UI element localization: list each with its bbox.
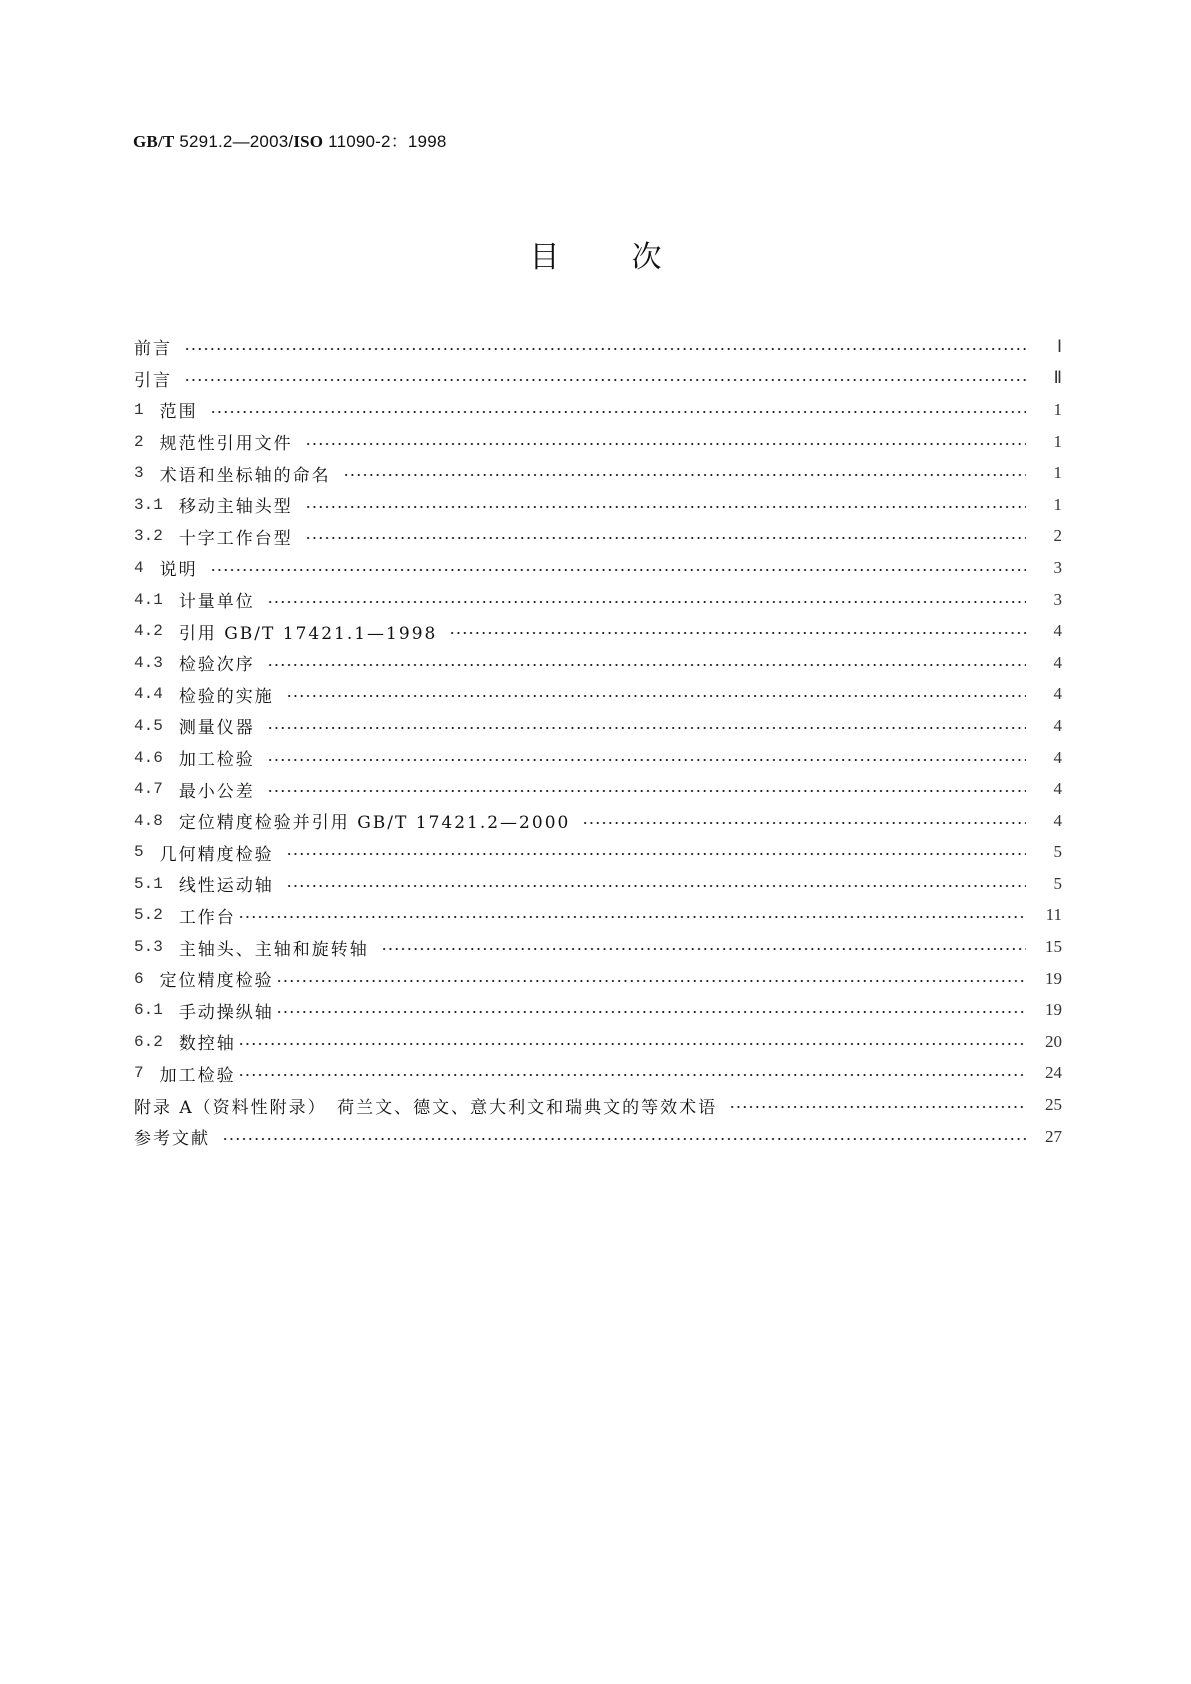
toc-entry-number: 4.5 bbox=[134, 716, 163, 735]
toc-entry[interactable] bbox=[134, 1121, 1062, 1153]
toc-entry-label: 几何精度检验 bbox=[159, 844, 274, 865]
dot-leader bbox=[267, 663, 1026, 667]
toc-entry-page: 4 bbox=[1053, 779, 1062, 799]
toc-entry-label: 数控轴 bbox=[178, 1034, 236, 1055]
title-char: 目 bbox=[529, 240, 560, 275]
toc-entry-page: 15 bbox=[1045, 937, 1062, 957]
toc-entry-label: 加工检验 bbox=[159, 1065, 236, 1086]
dot-leader bbox=[210, 410, 1026, 414]
toc-entry-number: 5.3 bbox=[134, 938, 163, 957]
dot-leader bbox=[276, 979, 1026, 983]
toc-entry-label: 最小公差 bbox=[178, 781, 255, 802]
standard-number: 5291.2—2003/ bbox=[179, 132, 294, 151]
dot-leader bbox=[286, 852, 1026, 856]
toc-entry-number: 3.2 bbox=[134, 527, 163, 546]
toc-entry[interactable] bbox=[134, 773, 1062, 805]
toc-entry-number: 6.2 bbox=[134, 1032, 163, 1051]
dot-leader bbox=[286, 884, 1026, 888]
dot-leader bbox=[449, 631, 1026, 635]
toc-entry-number: 4 bbox=[134, 558, 144, 577]
toc-entry-page: 24 bbox=[1045, 1063, 1062, 1083]
dot-leader bbox=[184, 378, 1026, 382]
dot-leader bbox=[238, 915, 1026, 919]
toc-entry[interactable] bbox=[134, 1026, 1062, 1058]
toc-entry[interactable] bbox=[134, 394, 1062, 426]
toc-entry-number: 2 bbox=[134, 432, 144, 451]
table-of-contents bbox=[134, 331, 1062, 1152]
toc-entry[interactable] bbox=[134, 1089, 1062, 1121]
toc-entry-label: 定位精度检验并引用 GB/T 17421.2—2000 bbox=[178, 813, 571, 834]
toc-entry-label: 检验次序 bbox=[178, 655, 255, 676]
toc-entry-page: 3 bbox=[1053, 589, 1062, 609]
toc-entry-page: 2 bbox=[1053, 526, 1062, 546]
toc-entry[interactable] bbox=[134, 805, 1062, 837]
toc-entry-number: 4.2 bbox=[134, 622, 163, 641]
toc-entry-page: 4 bbox=[1053, 810, 1062, 830]
dot-leader bbox=[184, 347, 1026, 351]
toc-entry-page: 19 bbox=[1045, 1000, 1062, 1020]
toc-entry-number: 4.7 bbox=[134, 780, 163, 799]
standard-code: GB/T bbox=[133, 132, 175, 151]
toc-entry-label: 引言 bbox=[134, 370, 172, 391]
dot-leader bbox=[729, 1105, 1026, 1109]
title-char: 次 bbox=[631, 240, 662, 275]
toc-entry-page: 1 bbox=[1053, 494, 1062, 514]
toc-entry[interactable] bbox=[134, 742, 1062, 774]
toc-entry-number: 5.1 bbox=[134, 874, 163, 893]
toc-entry-page: 4 bbox=[1053, 652, 1062, 672]
toc-entry-label: 范围 bbox=[159, 402, 198, 423]
toc-entry-label: 工作台 bbox=[178, 907, 236, 928]
toc-entry-label: 加工检验 bbox=[178, 750, 255, 771]
toc-entry-page: 1 bbox=[1053, 463, 1062, 483]
toc-entry-label: 引用 GB/T 17421.1—1998 bbox=[178, 623, 438, 644]
toc-entry-number: 4.1 bbox=[134, 590, 163, 609]
toc-entry[interactable] bbox=[134, 584, 1062, 616]
dot-leader bbox=[343, 473, 1026, 477]
toc-entry-label: 线性运动轴 bbox=[178, 876, 274, 897]
toc-entry-label: 手动操纵轴 bbox=[178, 1002, 274, 1023]
iso-number: 11090-2：1998 bbox=[328, 132, 447, 151]
toc-entry-number: 6.1 bbox=[134, 1001, 163, 1020]
toc-entry[interactable] bbox=[134, 521, 1062, 553]
toc-entry-page: 20 bbox=[1045, 1031, 1062, 1051]
toc-entry-page: 5 bbox=[1053, 842, 1062, 862]
toc-entry-label: 测量仪器 bbox=[178, 718, 255, 739]
dot-leader bbox=[305, 505, 1026, 509]
toc-entry-page: 4 bbox=[1053, 715, 1062, 735]
toc-entry-label: 移动主轴头型 bbox=[178, 497, 293, 518]
toc-entry-number: 5 bbox=[134, 843, 144, 862]
toc-entry-page: 4 bbox=[1053, 621, 1062, 641]
toc-entry-label: 计量单位 bbox=[178, 592, 255, 613]
toc-entry-label: 定位精度检验 bbox=[159, 971, 274, 992]
toc-entry-number: 7 bbox=[134, 1064, 144, 1083]
toc-entry-number: 4.4 bbox=[134, 685, 163, 704]
toc-entry-label: 规范性引用文件 bbox=[159, 434, 293, 455]
toc-entry[interactable] bbox=[134, 489, 1062, 521]
iso-code: ISO bbox=[293, 132, 324, 151]
toc-entry[interactable] bbox=[134, 363, 1062, 395]
toc-entry-page: Ⅰ bbox=[1056, 336, 1062, 356]
toc-entry-page: Ⅱ bbox=[1053, 368, 1062, 388]
toc-entry-number: 3.1 bbox=[134, 495, 163, 514]
dot-leader bbox=[276, 1010, 1026, 1014]
toc-entry[interactable] bbox=[134, 457, 1062, 489]
toc-entry[interactable] bbox=[134, 1058, 1062, 1090]
dot-leader bbox=[238, 1042, 1026, 1046]
dot-leader bbox=[286, 694, 1026, 698]
toc-entry[interactable] bbox=[134, 931, 1062, 963]
toc-entry-number: 4.8 bbox=[134, 811, 163, 830]
toc-entry-number: 3 bbox=[134, 464, 144, 483]
dot-leader bbox=[381, 947, 1026, 951]
toc-entry[interactable] bbox=[134, 426, 1062, 458]
toc-entry-label: 检验的实施 bbox=[178, 686, 274, 707]
toc-entry[interactable] bbox=[134, 900, 1062, 932]
toc-entry-number: 4.3 bbox=[134, 653, 163, 672]
toc-entry-label: 十字工作台型 bbox=[178, 528, 293, 549]
toc-entry-number: 4.6 bbox=[134, 748, 163, 767]
toc-entry-label: 前言 bbox=[134, 339, 172, 360]
toc-entry[interactable] bbox=[134, 868, 1062, 900]
toc-entry-label: 主轴头、主轴和旋转轴 bbox=[178, 939, 369, 960]
toc-entry-label: 说明 bbox=[159, 560, 198, 581]
toc-entry-label: 附录 A（资料性附录） 荷兰文、德文、意大利文和瑞典文的等效术语 bbox=[134, 1097, 718, 1118]
toc-entry[interactable] bbox=[134, 710, 1062, 742]
toc-entry[interactable] bbox=[134, 963, 1062, 995]
toc-entry[interactable] bbox=[134, 615, 1062, 647]
toc-entry-number: 6 bbox=[134, 969, 144, 988]
toc-entry[interactable] bbox=[134, 647, 1062, 679]
toc-entry[interactable] bbox=[134, 679, 1062, 711]
dot-leader bbox=[305, 536, 1026, 540]
toc-entry-page: 19 bbox=[1045, 968, 1062, 988]
toc-entry-page: 5 bbox=[1053, 873, 1062, 893]
dot-leader bbox=[582, 821, 1026, 825]
toc-entry-page: 25 bbox=[1045, 1095, 1062, 1115]
toc-entry-page: 1 bbox=[1053, 431, 1062, 451]
toc-entry-page: 11 bbox=[1045, 905, 1062, 925]
document-header bbox=[133, 127, 447, 152]
dot-leader bbox=[267, 600, 1026, 604]
toc-entry-label: 参考文献 bbox=[134, 1129, 210, 1150]
toc-entry-page: 4 bbox=[1053, 747, 1062, 767]
dot-leader bbox=[210, 568, 1026, 572]
toc-entry[interactable] bbox=[134, 837, 1062, 869]
toc-entry-page: 3 bbox=[1053, 557, 1062, 577]
toc-entry-number: 1 bbox=[134, 400, 144, 419]
toc-entry-page: 1 bbox=[1053, 399, 1062, 419]
dot-leader bbox=[238, 1073, 1026, 1077]
toc-entry-label: 术语和坐标轴的命名 bbox=[159, 465, 331, 486]
dot-leader bbox=[267, 726, 1026, 730]
page-title bbox=[0, 232, 1191, 276]
dot-leader bbox=[267, 758, 1026, 762]
toc-entry[interactable] bbox=[134, 994, 1062, 1026]
toc-entry-page: 4 bbox=[1053, 684, 1062, 704]
dot-leader bbox=[222, 1137, 1026, 1141]
toc-entry-page: 27 bbox=[1045, 1126, 1062, 1146]
toc-entry[interactable] bbox=[134, 552, 1062, 584]
dot-leader bbox=[267, 789, 1026, 793]
dot-leader bbox=[305, 442, 1026, 446]
toc-entry[interactable] bbox=[134, 331, 1062, 363]
toc-entry-number: 5.2 bbox=[134, 906, 163, 925]
